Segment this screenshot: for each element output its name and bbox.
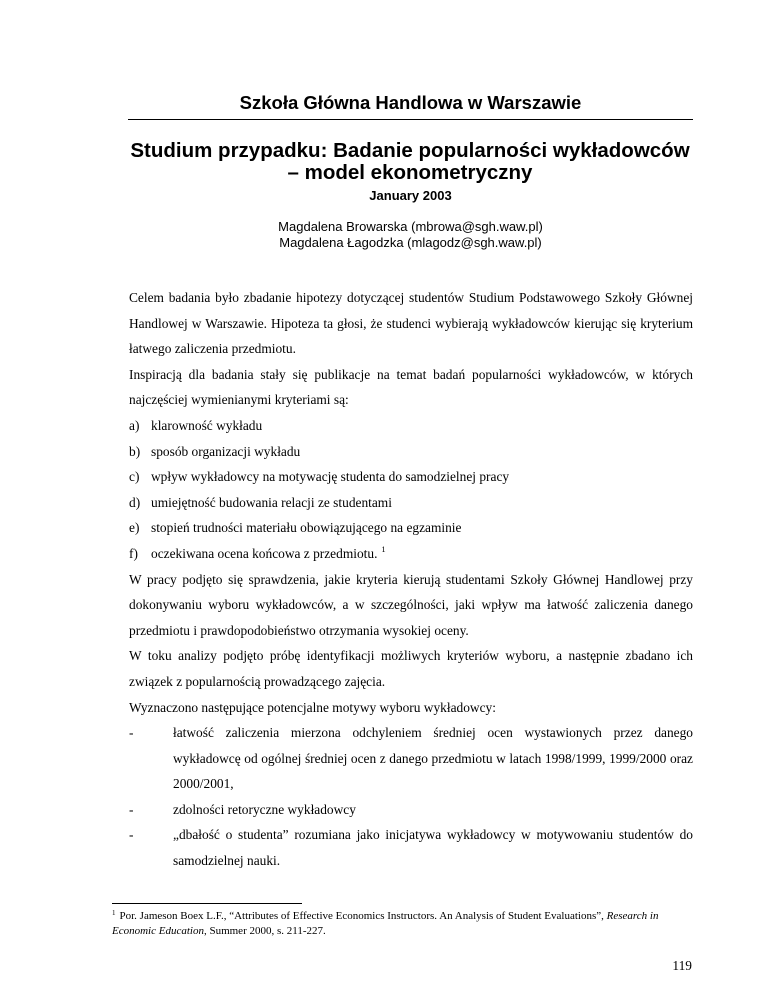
header-rule [128,119,693,120]
title-line-2: – model ekonometryczny [287,161,533,184]
author-2: Magdalena Łagodzka (mlagodz@sgh.waw.pl) [279,235,542,250]
list-item [129,541,693,567]
authors [128,219,693,251]
list-item-text: wpływ wykładowcy na motywację studenta do samodzielnej pracy [151,469,510,485]
body-text [129,285,693,874]
motives-list [129,720,693,874]
list-item [129,822,693,873]
list-item [129,797,693,823]
list-item [129,720,693,797]
list-marker: f) [129,545,138,561]
list-item [129,515,693,541]
list-marker: a) [129,417,140,433]
footnote [112,909,672,938]
paragraph-4: W toku analizy podjęto próbę identyfikacji możliwych kryteriów wyboru, a następnie zbadano ich związek z popularnością prowadzącego zajęcia. [129,648,693,689]
footnote-prefix: Por. Jameson Boex L.F., “Attributes of Effective Economics Instructors. An Analysis of Student Evaluations”, [119,910,607,922]
page-number: 119 [672,958,692,973]
footnote-reference[interactable]: 1 [381,543,386,554]
list-marker: - [129,801,134,817]
footnote-separator [112,903,302,904]
footnote-suffix: , Summer 2000, s. 211-227. [203,924,326,937]
list-marker: d) [129,494,141,510]
list-item [129,490,693,516]
author-1: Magdalena Browarska (mbrowa@sgh.waw.pl) [278,219,543,234]
list-item-text: zdolności retoryczne wykładowcy [173,801,356,817]
list-item [129,413,693,439]
title-line-1: Studium przypadku: Badanie popularności wykładowców [130,139,690,162]
footnote-number: 1 [112,909,116,917]
document-date: January 2003 [369,188,452,203]
list-item-text: łatwość zaliczenia mierzona odchyleniem średniej ocen wystawionych przez danego wykładowcę od ogólnej średniej ocen z danego przedmiotu w latach 1998/1999, 1999/2000 oraz 2000/2001, [173,725,693,792]
list-item-text: „dbałość o studenta” rozumiana jako inicjatywa wykładowcy w motywowaniu studentów do samodzielnej nauki. [173,827,693,869]
footnote-journal: Research in Economic Education [112,910,659,937]
list-marker: - [129,725,134,741]
paragraph-1: Celem badania było zbadanie hipotezy dotyczącej studentów Studium Podstawowego Szkoły Głównej Handlowej w Warszawie. Hipoteza ta głosi, że studenci wybierają wykładowców kierując się kryterium łatwego zaliczenia przedmiotu. [129,290,693,357]
institution-name: Szkoła Główna Handlowa w Warszawie [239,92,582,113]
list-item-text: oczekiwana ocena końcowa z przedmiotu. [151,545,378,561]
list-marker: b) [129,443,141,459]
list-marker: - [129,827,134,843]
list-item [129,464,693,490]
paragraph-2: Inspiracją dla badania stały się publikacje na temat badań popularności wykładowców, w których najczęściej wymienianymi kryteriami są: [129,366,693,408]
list-marker: c) [129,469,140,485]
document-title [120,140,700,184]
list-item-text: klarowność wykładu [151,417,263,433]
list-item-text: umiejętność budowania relacji ze studentami [151,494,392,510]
paragraph-3: W pracy podjęto się sprawdzenia, jakie kryteria kierują studentami Szkoły Głównej Handlowej przy dokonywaniu wyboru wykładowców, a w szczególności, jaki wpływ ma łatwość zaliczenia danego przedmiotu i prawdopodobieństwo otrzymania wysokiej oceny. [129,571,693,638]
criteria-list [129,413,693,567]
list-item-text: stopień trudności materiału obowiązującego na egzaminie [151,520,462,536]
list-item [129,439,693,465]
list-marker: e) [129,520,140,536]
paragraph-5: Wyznaczono następujące potencjalne motywy wyboru wykładowcy: [129,699,496,715]
list-item-text: sposób organizacji wykładu [151,443,301,459]
